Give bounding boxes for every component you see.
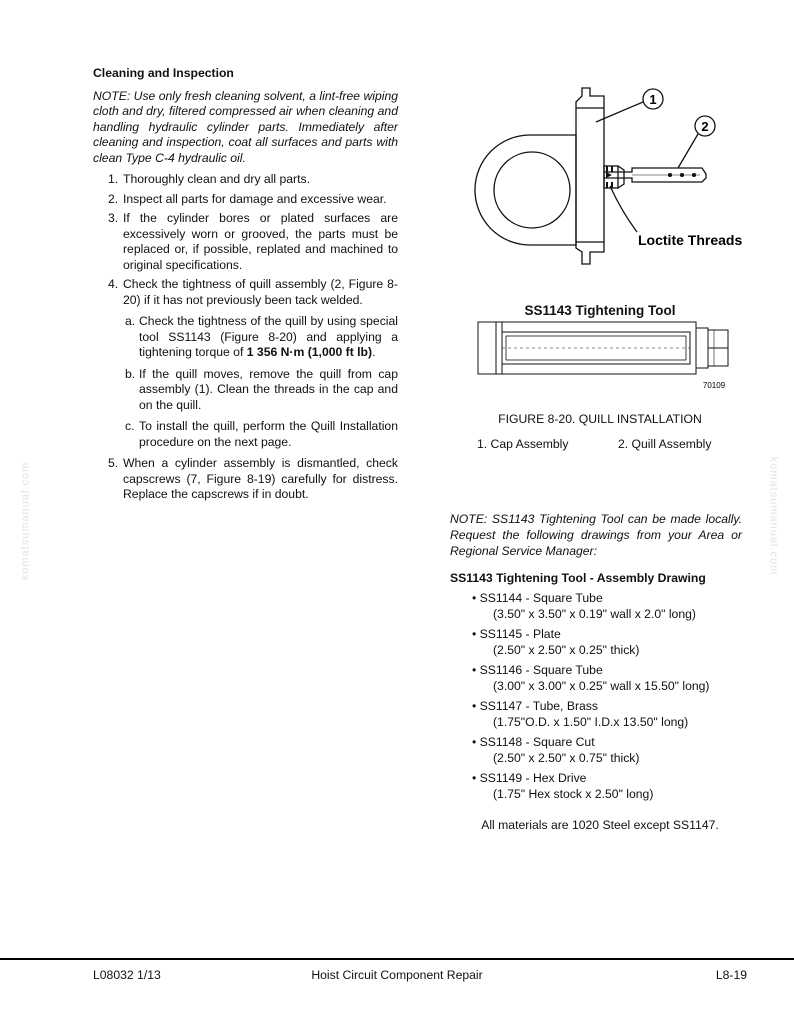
step-1 bbox=[93, 172, 398, 188]
part-desc: (1.75" Hex stock x 2.50" long) bbox=[493, 786, 654, 801]
assembly-drawing-title: SS1143 Tightening Tool - Assembly Drawing bbox=[450, 571, 706, 585]
inspection-steps bbox=[93, 172, 398, 503]
cap-eye-bore bbox=[494, 152, 570, 228]
step-text: Thoroughly clean and dry all parts. bbox=[123, 172, 310, 186]
part-desc: (1.75"O.D. x 1.50" I.D.x 13.50" long) bbox=[493, 714, 689, 729]
part-item bbox=[472, 663, 710, 694]
part-name: • SS1149 - Hex Drive bbox=[472, 771, 587, 785]
substep-b bbox=[123, 367, 398, 414]
step-text: When a cylinder assembly is dismantled, check capscrews (7, Figure 8-19) carefully for distress. Replace the capscrews if in doubt. bbox=[123, 456, 398, 501]
cap-eye-outline bbox=[475, 135, 576, 245]
loctite-threads-label: Loctite Threads bbox=[638, 232, 743, 248]
substep-letter: b. bbox=[125, 366, 136, 381]
part-item bbox=[472, 627, 710, 658]
step-text: If the cylinder bores or plated surfaces are excessively worn or grooved, the parts must be replaced or, if possible, replated and machined to original specifications. bbox=[123, 211, 398, 272]
substep-letter: a. bbox=[125, 314, 136, 328]
substep-letter: c. bbox=[125, 419, 135, 433]
legend-quill-assembly: 2. Quill Assembly bbox=[618, 437, 712, 451]
part-item bbox=[472, 591, 710, 622]
part-desc: (3.00" x 3.00" x 0.25" wall x 15.50" long) bbox=[493, 678, 710, 693]
step-number: 4. bbox=[108, 277, 119, 291]
part-desc: (2.50" x 2.50" x 0.25" thick) bbox=[493, 642, 640, 657]
torque-value: 1 356 N·m (1,000 ft lb) bbox=[246, 345, 373, 359]
section-heading: Cleaning and Inspection bbox=[93, 66, 234, 80]
part-item bbox=[472, 771, 710, 802]
step-2 bbox=[93, 192, 398, 208]
substep-text: Check the tightness of the quill by using special tool SS1143 (Figure 8-20) and applying a tightening torque of bbox=[139, 314, 398, 359]
part-desc: (3.50" x 3.50" x 0.19" wall x 2.0" long) bbox=[493, 606, 696, 621]
tool-note: NOTE: SS1143 Tightening Tool can be made locally. Request the following drawings from your Area or Regional Service Manager: bbox=[450, 512, 742, 558]
tightening-tool-drawing bbox=[476, 318, 738, 394]
step-4 bbox=[93, 277, 398, 450]
parts-list bbox=[472, 591, 710, 807]
step-3 bbox=[93, 211, 398, 273]
materials-note: All materials are 1020 Steel except SS1147. bbox=[481, 818, 719, 832]
part-desc: (2.50" x 2.50" x 0.75" thick) bbox=[493, 750, 640, 765]
substep-a bbox=[123, 314, 398, 361]
watermark-left: komatsumanual.com bbox=[19, 461, 32, 581]
loctite-leader bbox=[610, 186, 637, 232]
cap-flange bbox=[576, 88, 604, 264]
step-5 bbox=[93, 456, 398, 503]
callout-2-label: 2 bbox=[701, 119, 709, 134]
drawing-code: 70109 bbox=[702, 381, 726, 390]
substep-text: If the quill moves, remove the quill from cap assembly (1). Clean the threads in the cap and on the quill. bbox=[139, 366, 398, 412]
footer-page-number: L8-19 bbox=[715, 968, 747, 982]
part-name: • SS1144 - Square Tube bbox=[472, 591, 603, 605]
step-text: Check the tightness of quill assembly (2, Figure 8-20) if it has not previously been tack welded. bbox=[123, 277, 398, 307]
part-item bbox=[472, 699, 710, 730]
footer-title: Hoist Circuit Component Repair bbox=[311, 968, 483, 982]
watermark-right: komatsumanual.com bbox=[767, 456, 780, 576]
part-name: • SS1148 - Square Cut bbox=[472, 735, 595, 749]
cleaning-note: NOTE: Use only fresh cleaning solvent, a lint-free wiping cloth and dry, filtered compressed air when cleaning and handling hydraulic cylinder parts. Immediately after cleaning and inspection, coat all surfaces and parts with clean Type C-4 hydraulic oil. bbox=[93, 88, 398, 165]
callout-1-leader bbox=[596, 102, 643, 122]
substeps bbox=[123, 314, 398, 450]
part-name: • SS1146 - Square Tube bbox=[472, 663, 603, 677]
tool-title: SS1143 Tightening Tool bbox=[524, 303, 676, 318]
legend-cap-assembly: 1. Cap Assembly bbox=[477, 437, 569, 451]
part-name: • SS1147 - Tube, Brass bbox=[472, 699, 598, 713]
part-name: • SS1145 - Plate bbox=[472, 627, 561, 641]
callout-1-label: 1 bbox=[649, 92, 657, 107]
part-item bbox=[472, 735, 710, 766]
quill-installation-drawing bbox=[472, 82, 744, 268]
step-number: 2. bbox=[108, 191, 119, 206]
footer-doc-id: L08032 1/13 bbox=[93, 968, 161, 982]
substep-end: . bbox=[372, 345, 376, 359]
footer-rule bbox=[0, 958, 794, 960]
brass-tube bbox=[502, 332, 690, 364]
figure-caption: FIGURE 8-20. QUILL INSTALLATION bbox=[498, 412, 702, 426]
step-number: 1. bbox=[108, 172, 119, 186]
step-number: 3. bbox=[108, 211, 119, 225]
step-text: Inspect all parts for damage and excessive wear. bbox=[123, 191, 387, 206]
step-number: 5. bbox=[108, 456, 119, 470]
left-column bbox=[93, 66, 398, 507]
callout-2-leader bbox=[678, 134, 698, 168]
substep-text: To install the quill, perform the Quill Installation procedure on the next page. bbox=[139, 419, 398, 449]
substep-c bbox=[123, 419, 398, 450]
